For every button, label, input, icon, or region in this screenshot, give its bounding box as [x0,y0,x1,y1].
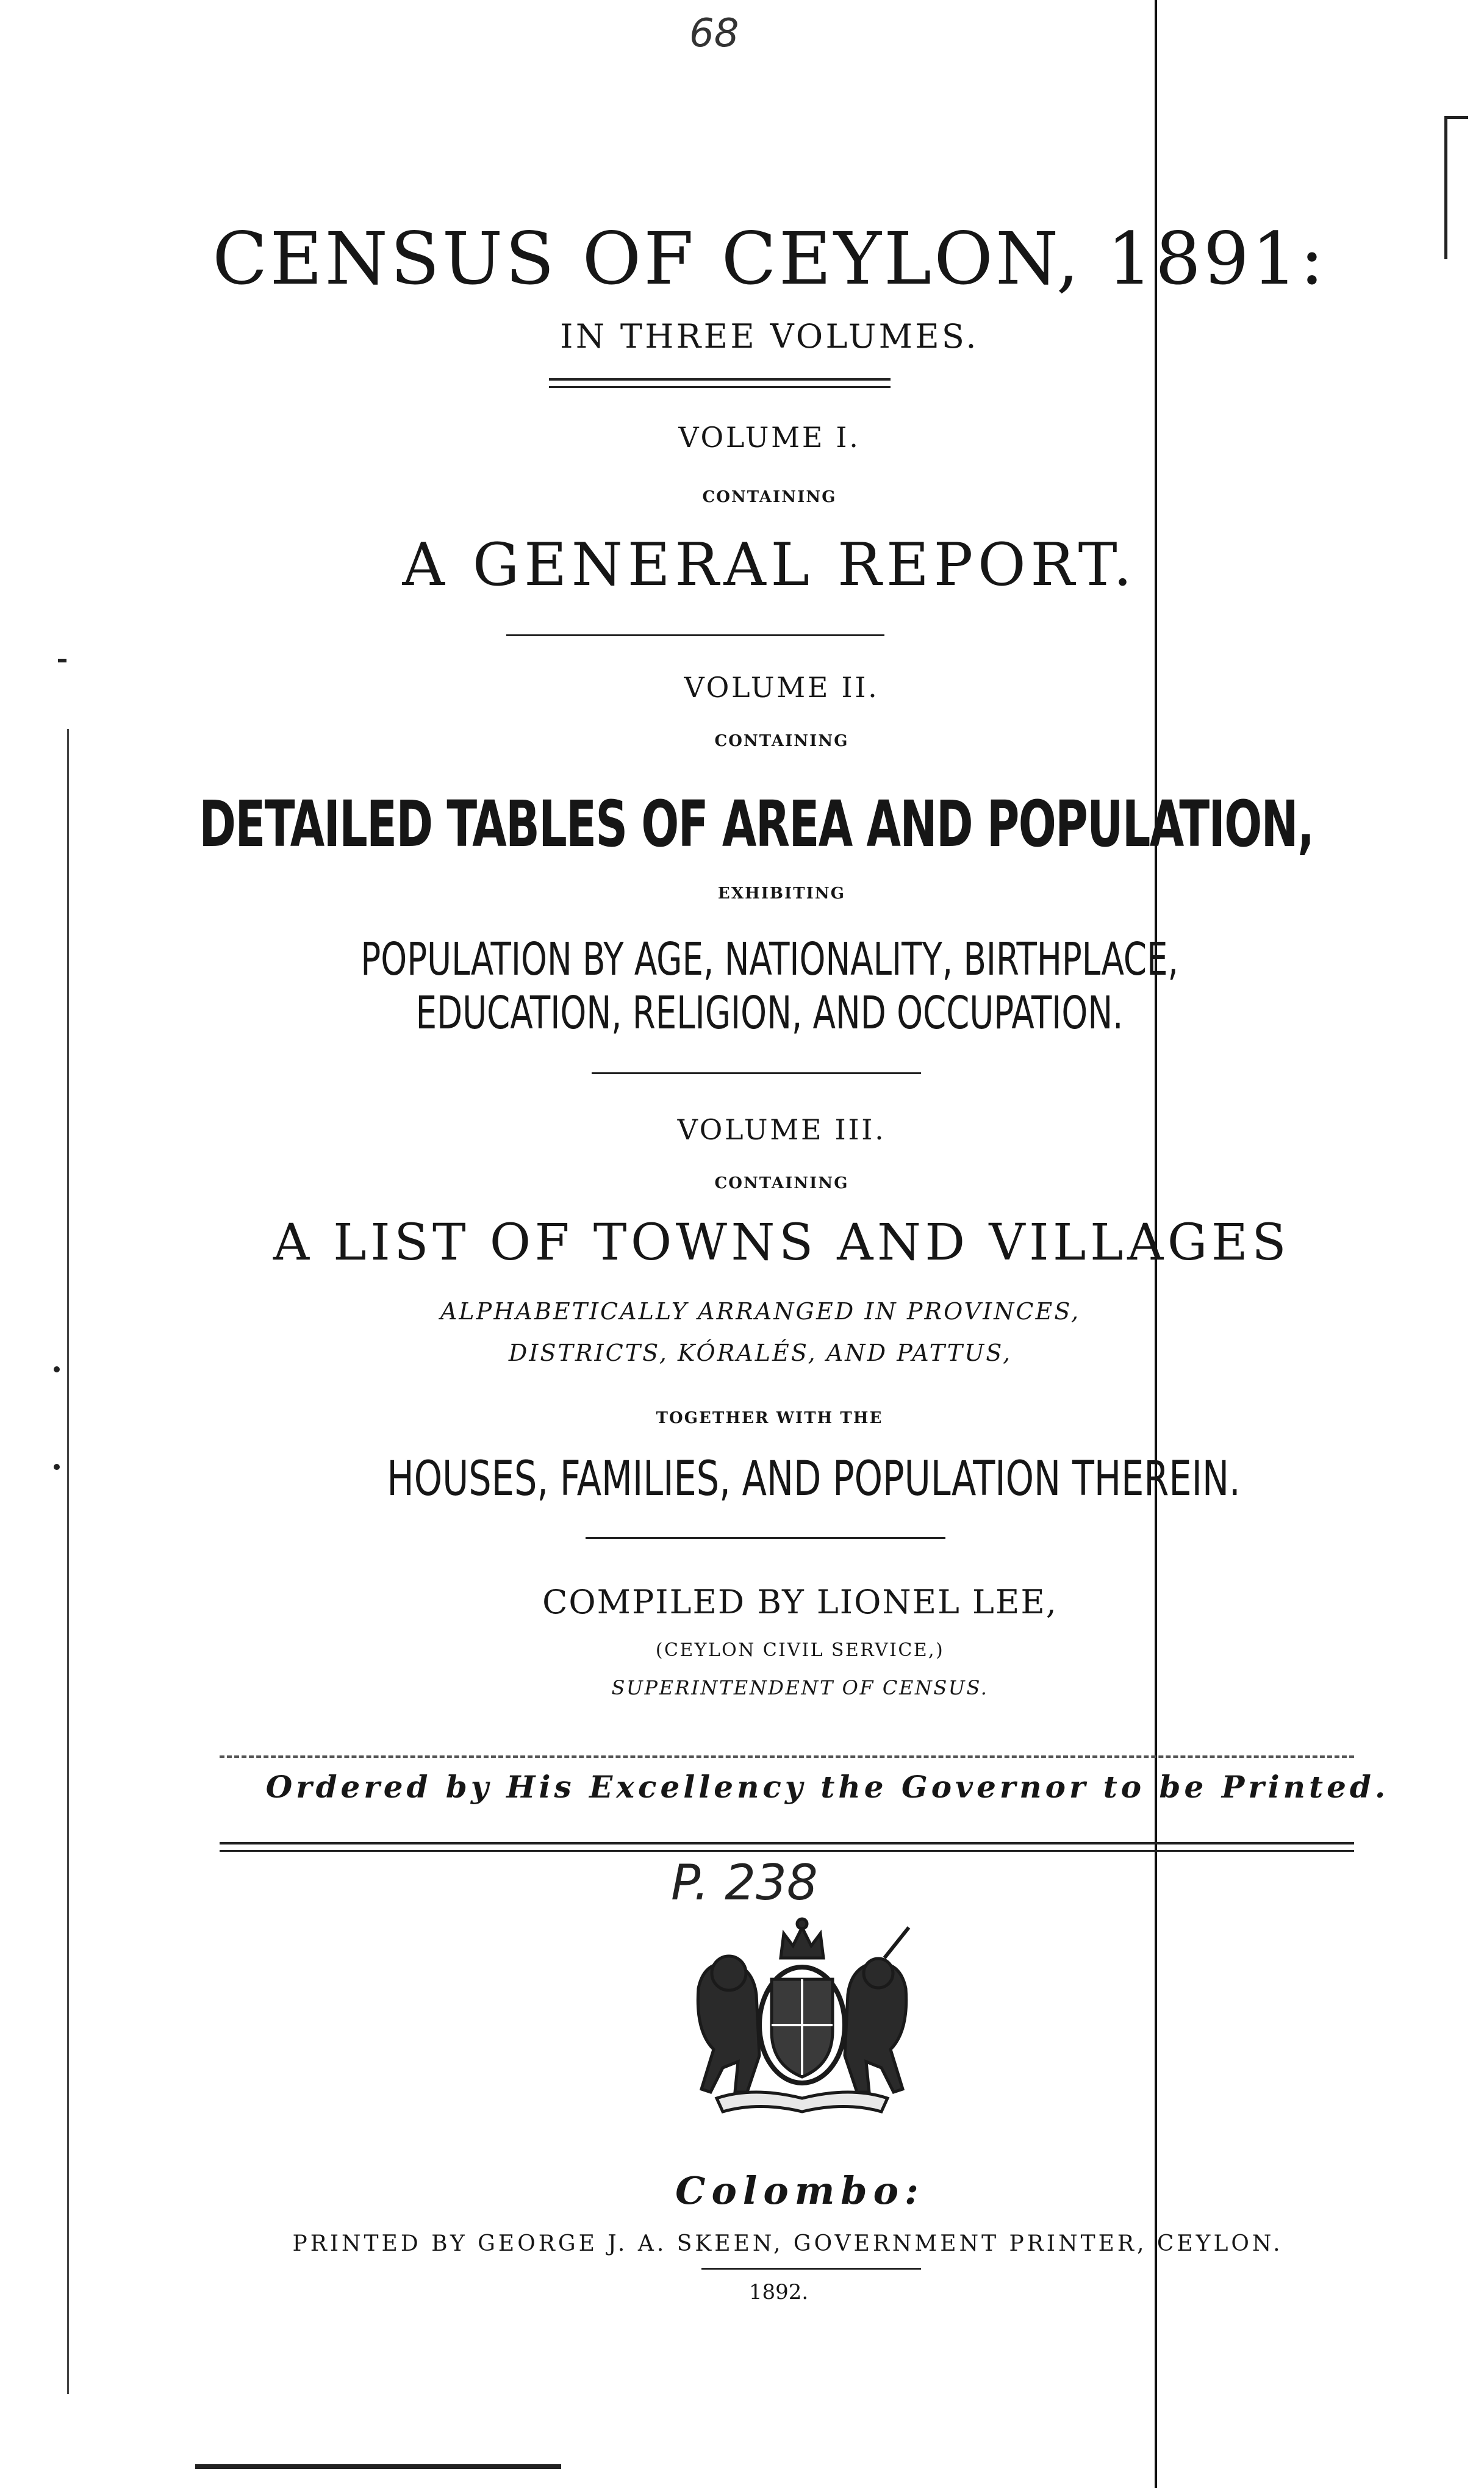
volume-3-containing: CONTAINING [714,1174,849,1192]
divider-vol3 [586,1537,945,1539]
ordered-rule-bottom [220,1842,1354,1852]
imprint-year: 1892. [748,2280,809,2304]
volume-3-houses: HOUSES, FAMILIES, AND POPULATION THEREIN. [387,1452,1241,1507]
divider-top [549,378,891,388]
compiler-role: SUPERINTENDENT OF CENSUS. [611,1676,989,1699]
divider-vol1 [506,634,884,636]
imprint-place: Colombo: [675,2168,925,2213]
volume-1-content: A GENERAL REPORT. [402,531,1137,599]
divider-imprint [701,2268,921,2270]
volume-3-arranged-1: ALPHABETICALLY ARRANGED IN PROVINCES, [440,1298,1081,1325]
page-edge-tick-left [54,1464,60,1470]
volume-1-containing: CONTAINING [702,488,837,506]
volume-2-containing: CONTAINING [714,732,849,750]
volume-3-arranged-2: DISTRICTS, KÓRALÉS, AND PATTUS, [508,1339,1013,1366]
volume-3-label: VOLUME III. [677,1113,886,1146]
volume-2-exhibiting: EXHIBITING [717,884,846,903]
volume-2-line-2: EDUCATION, RELIGION, AND OCCUPATION. [415,987,1124,1039]
volume-2-content: DETAILED TABLES OF AREA AND POPULATION, [199,787,1314,861]
ordered-text: Ordered by His Excellency the Governor to be Printed. [265,1769,1389,1805]
compiled-by: COMPILED BY LIONEL LEE, [542,1583,1058,1621]
volume-3-content: A LIST OF TOWNS AND VILLAGES [273,1214,1291,1272]
scan-line-left [67,729,69,2394]
volume-2-line-1: POPULATION BY AGE, NATIONALITY, BIRTHPLACE, [360,933,1178,986]
page-number: 68 [689,11,739,56]
page-title: CENSUS OF CEYLON, 1891: [212,217,1327,301]
volume-2-label: VOLUME II. [684,671,880,704]
volume-3-together: TOGETHER WITH THE [656,1409,883,1427]
compiler-service: (CEYLON CIVIL SERVICE,) [655,1640,945,1661]
handwritten-reference: P. 238 [671,1854,818,1911]
page-edge-tick-left-2 [54,1366,60,1372]
divider-vol2 [592,1072,921,1074]
royal-coat-of-arms-icon [680,1915,924,2117]
page-subtitle: IN THREE VOLUMES. [560,317,979,356]
bottom-edge-line [195,2464,561,2469]
page-edge-tick-left-3 [58,659,66,662]
imprint-printer: PRINTED BY GEORGE J. A. SKEEN, GOVERNMENT PRINTER, CEYLON. [292,2231,1283,2256]
ordered-rule-top [220,1755,1354,1758]
volume-1-label: VOLUME I. [678,421,861,454]
